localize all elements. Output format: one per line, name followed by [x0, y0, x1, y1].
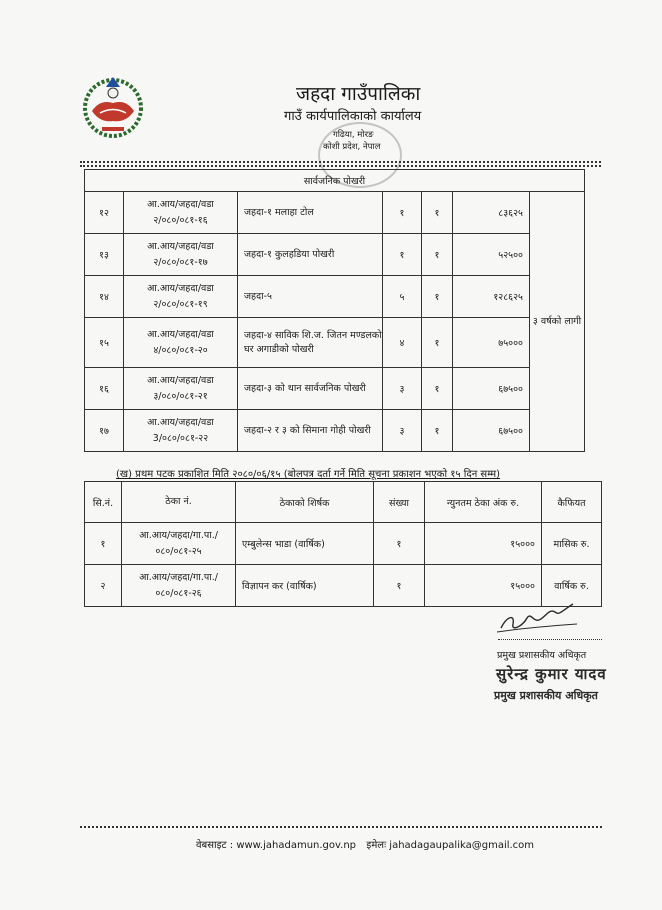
min-amount: १२८६२५ — [453, 276, 530, 318]
contract-ref: आ.आय/जहदा/गा.पा./ ०८०/०८१-२५ — [122, 523, 236, 565]
count: १ — [422, 276, 453, 318]
footer-contact — [196, 837, 534, 851]
row-sn: १५ — [85, 318, 124, 368]
min-amount: ८३६२५ — [453, 192, 530, 234]
header-divider — [80, 161, 601, 163]
ward-no: ५ — [383, 276, 422, 318]
signature-line — [498, 639, 602, 640]
min-amount: १५००० — [425, 523, 542, 565]
section-heading: सार्वजनिक पोखरी — [85, 170, 585, 192]
contract-title: जहदा-३ को थान सार्वजनिक पोखरी — [238, 368, 383, 410]
row-sn: १३ — [85, 234, 124, 276]
contract-ref: आ.आय/जहदा/वडा 3/०८०/०८१-२२ — [124, 410, 238, 452]
row-sn: १७ — [85, 410, 124, 452]
column-header: न्युनतम ठेका अंक रु. — [425, 482, 542, 523]
office-name: गाउँ कार्यपालिकाको कार्यालय — [284, 109, 422, 124]
table-row — [85, 368, 585, 410]
table-row — [85, 523, 602, 565]
nepal-emblem-icon — [80, 73, 146, 139]
count: १ — [422, 318, 453, 368]
remark: वार्षिक रु. — [542, 565, 602, 607]
min-amount: ७५००० — [453, 318, 530, 368]
min-amount: १५००० — [425, 565, 542, 607]
section-b-heading: (ख) प्रथम पटक प्रकाशित मिति २०८०/०६/१५ (बोलपत्र दर्ता गर्ने मिति सूचना प्रकाशन भएको १५ दिन सम्म) — [116, 469, 501, 480]
ward-no: ३ — [383, 368, 422, 410]
pond-contract-table — [84, 169, 585, 452]
contract-ref: आ.आय/जहदा/वडा ३/०८०/०८१-२१ — [124, 368, 238, 410]
signatory-name-stamp: सुरेन्द्र कुमार यादव — [496, 665, 607, 683]
annual-contract-table — [84, 481, 602, 607]
row-sn: १२ — [85, 192, 124, 234]
contract-ref: आ.आय/जहदा/वडा २/०८०/०८१-१९ — [124, 276, 238, 318]
duration-note: ३ वर्षको लागी — [530, 192, 585, 452]
table-row — [85, 276, 585, 318]
contract-title: जहदा-२ र ३ को सिमाना गोही पोखरी — [238, 410, 383, 452]
contract-ref: आ.आय/जहदा/गा.पा./ ०८०/०८१-२६ — [122, 565, 236, 607]
count: १ — [422, 192, 453, 234]
column-header: सि.नं. — [85, 482, 122, 523]
contract-title: जहदा-१ मलाहा टोल — [238, 192, 383, 234]
header-divider-2 — [80, 165, 601, 167]
org-name: जहदा गाउँपालिका — [296, 83, 421, 105]
contract-ref: आ.आय/जहदा/वडा २/०८०/०८१-१७ — [124, 234, 238, 276]
website-link[interactable]: www.jahadamun.gov.np — [236, 840, 357, 851]
count: १ — [422, 234, 453, 276]
ward-no: ४ — [383, 318, 422, 368]
contract-ref: आ.आय/जहदा/वडा २/०८०/०८१-१६ — [124, 192, 238, 234]
row-sn: १ — [85, 523, 122, 565]
contract-title: एम्बुलेन्स भाडा (वार्षिक) — [236, 523, 374, 565]
handwritten-signature — [493, 598, 579, 638]
count: १ — [422, 410, 453, 452]
signatory-title: प्रमुख प्रशासकीय अधिकृत — [497, 650, 587, 661]
column-header: संख्या — [374, 482, 425, 523]
column-header: ठेकाको शिर्षक — [236, 482, 374, 523]
contract-title: जहदा-५ — [238, 276, 383, 318]
row-sn: १६ — [85, 368, 124, 410]
row-sn: २ — [85, 565, 122, 607]
count: १ — [374, 523, 425, 565]
table-row — [85, 410, 585, 452]
contract-title: जहदा-१ कुलहडिया पोखरी — [238, 234, 383, 276]
signatory-title-stamp: प्रमुख प्रशासकीय अधिकृत — [494, 689, 598, 702]
email-label: इमेलः — [366, 840, 387, 851]
address-line-2: कोशी प्रदेश, नेपाल — [323, 142, 381, 152]
ward-no: १ — [383, 192, 422, 234]
ward-no: ३ — [383, 410, 422, 452]
min-amount: ६७५०० — [453, 410, 530, 452]
address-line-1: गढिया, मोरङ — [333, 130, 374, 140]
remark: मासिक रु. — [542, 523, 602, 565]
ward-no: १ — [383, 234, 422, 276]
table-row — [85, 192, 585, 234]
min-amount: ५२५०० — [453, 234, 530, 276]
min-amount: ६७५०० — [453, 368, 530, 410]
website-label: वेबसाइट : — [196, 840, 234, 851]
count: १ — [422, 368, 453, 410]
count: १ — [374, 565, 425, 607]
email-link[interactable]: jahadagaupalika@gmail.com — [389, 840, 535, 851]
footer-divider — [80, 826, 602, 828]
column-header: कैफियत — [542, 482, 602, 523]
contract-title: जहदा-४ साविक शि.ज. जितन मण्डलको घर अगाडीको पोखरी — [238, 318, 383, 368]
table-row — [85, 318, 585, 368]
contract-ref: आ.आय/जहदा/वडा ४/०८०/०८१-२० — [124, 318, 238, 368]
column-header: ठेका नं. — [122, 482, 236, 523]
table-row — [85, 234, 585, 276]
contract-title: विज्ञापन कर (वार्षिक) — [236, 565, 374, 607]
row-sn: १४ — [85, 276, 124, 318]
table-header-row — [85, 482, 602, 523]
